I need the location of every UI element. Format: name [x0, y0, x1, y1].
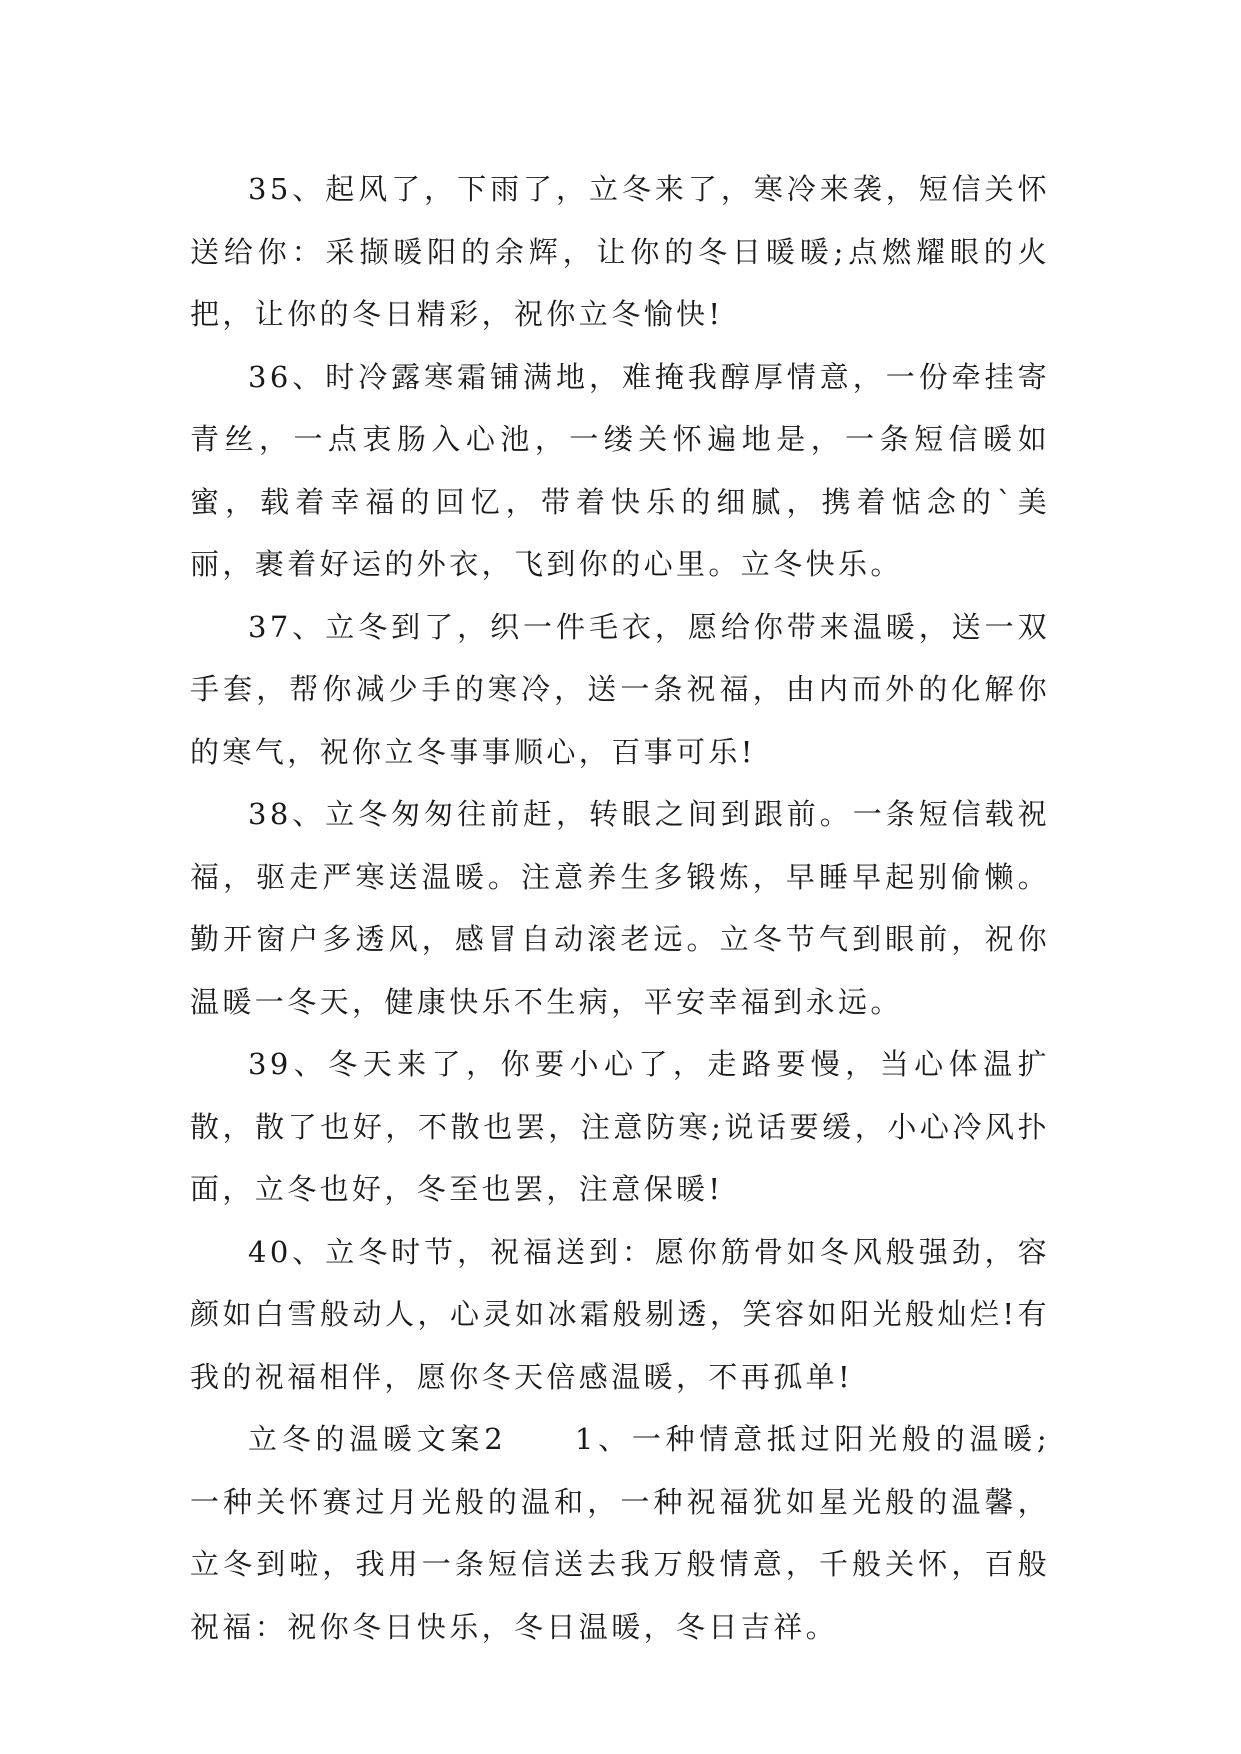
- paragraph-39: 39、冬天来了，你要小心了，走路要慢，当心体温扩散，散了也好，不散也罢，注意防寒;说话要缓，小心冷风扑面，立冬也好，冬至也罢，注意保暖!: [190, 1047, 1050, 1206]
- paragraph-38: 38、立冬匆匆往前赶，转眼之间到跟前。一条短信载祝福，驱走严寒送温暖。注意养生多锻炼，早睡早起别偷懒。勤开窗户多透风，感冒自动滚老远。立冬节气到眼前，祝你温暖一冬天，健康快乐不生病，平安幸福到永远。: [190, 797, 1050, 1019]
- paragraph-section-2: 立冬的温暖文案2 1、一种情意抵过阳光般的温暖;一种关怀赛过月光般的温和，一种祝福犹如星光般的温馨，立冬到啦，我用一条短信送去我万般情意，千般关怀，百般祝福：祝你冬日快乐，冬日温暖，冬日吉祥。: [190, 1422, 1050, 1644]
- paragraph-35: 35、起风了，下雨了，立冬来了，寒冷来袭，短信关怀送给你：采撷暖阳的余辉，让你的冬日暖暖;点燃耀眼的火把，让你的冬日精彩，祝你立冬愉快!: [190, 172, 1050, 331]
- paragraph-37: 37、立冬到了，织一件毛衣，愿给你带来温暖，送一双手套，帮你减少手的寒冷，送一条祝福，由内而外的化解你的寒气，祝你立冬事事顺心，百事可乐!: [190, 609, 1050, 769]
- paragraph-40: 40、立冬时节，祝福送到：愿你筋骨如冬风般强劲，容颜如白雪般动人，心灵如冰霜般剔透，笑容如阳光般灿烂!有我的祝福相伴，愿你冬天倍感温暖，不再孤单!: [190, 1234, 1050, 1394]
- paragraph-36: 36、时冷露寒霜铺满地，难掩我醇厚情意，一份牵挂寄青丝，一点衷肠入心池，一缕关怀遍地是，一条短信暖如蜜，载着幸福的回忆，带着快乐的细腻，携着惦念的`美丽，裹着好运的外衣，飞到你的心里。立冬快乐。: [190, 359, 1050, 581]
- document-body: [190, 158, 1050, 1658]
